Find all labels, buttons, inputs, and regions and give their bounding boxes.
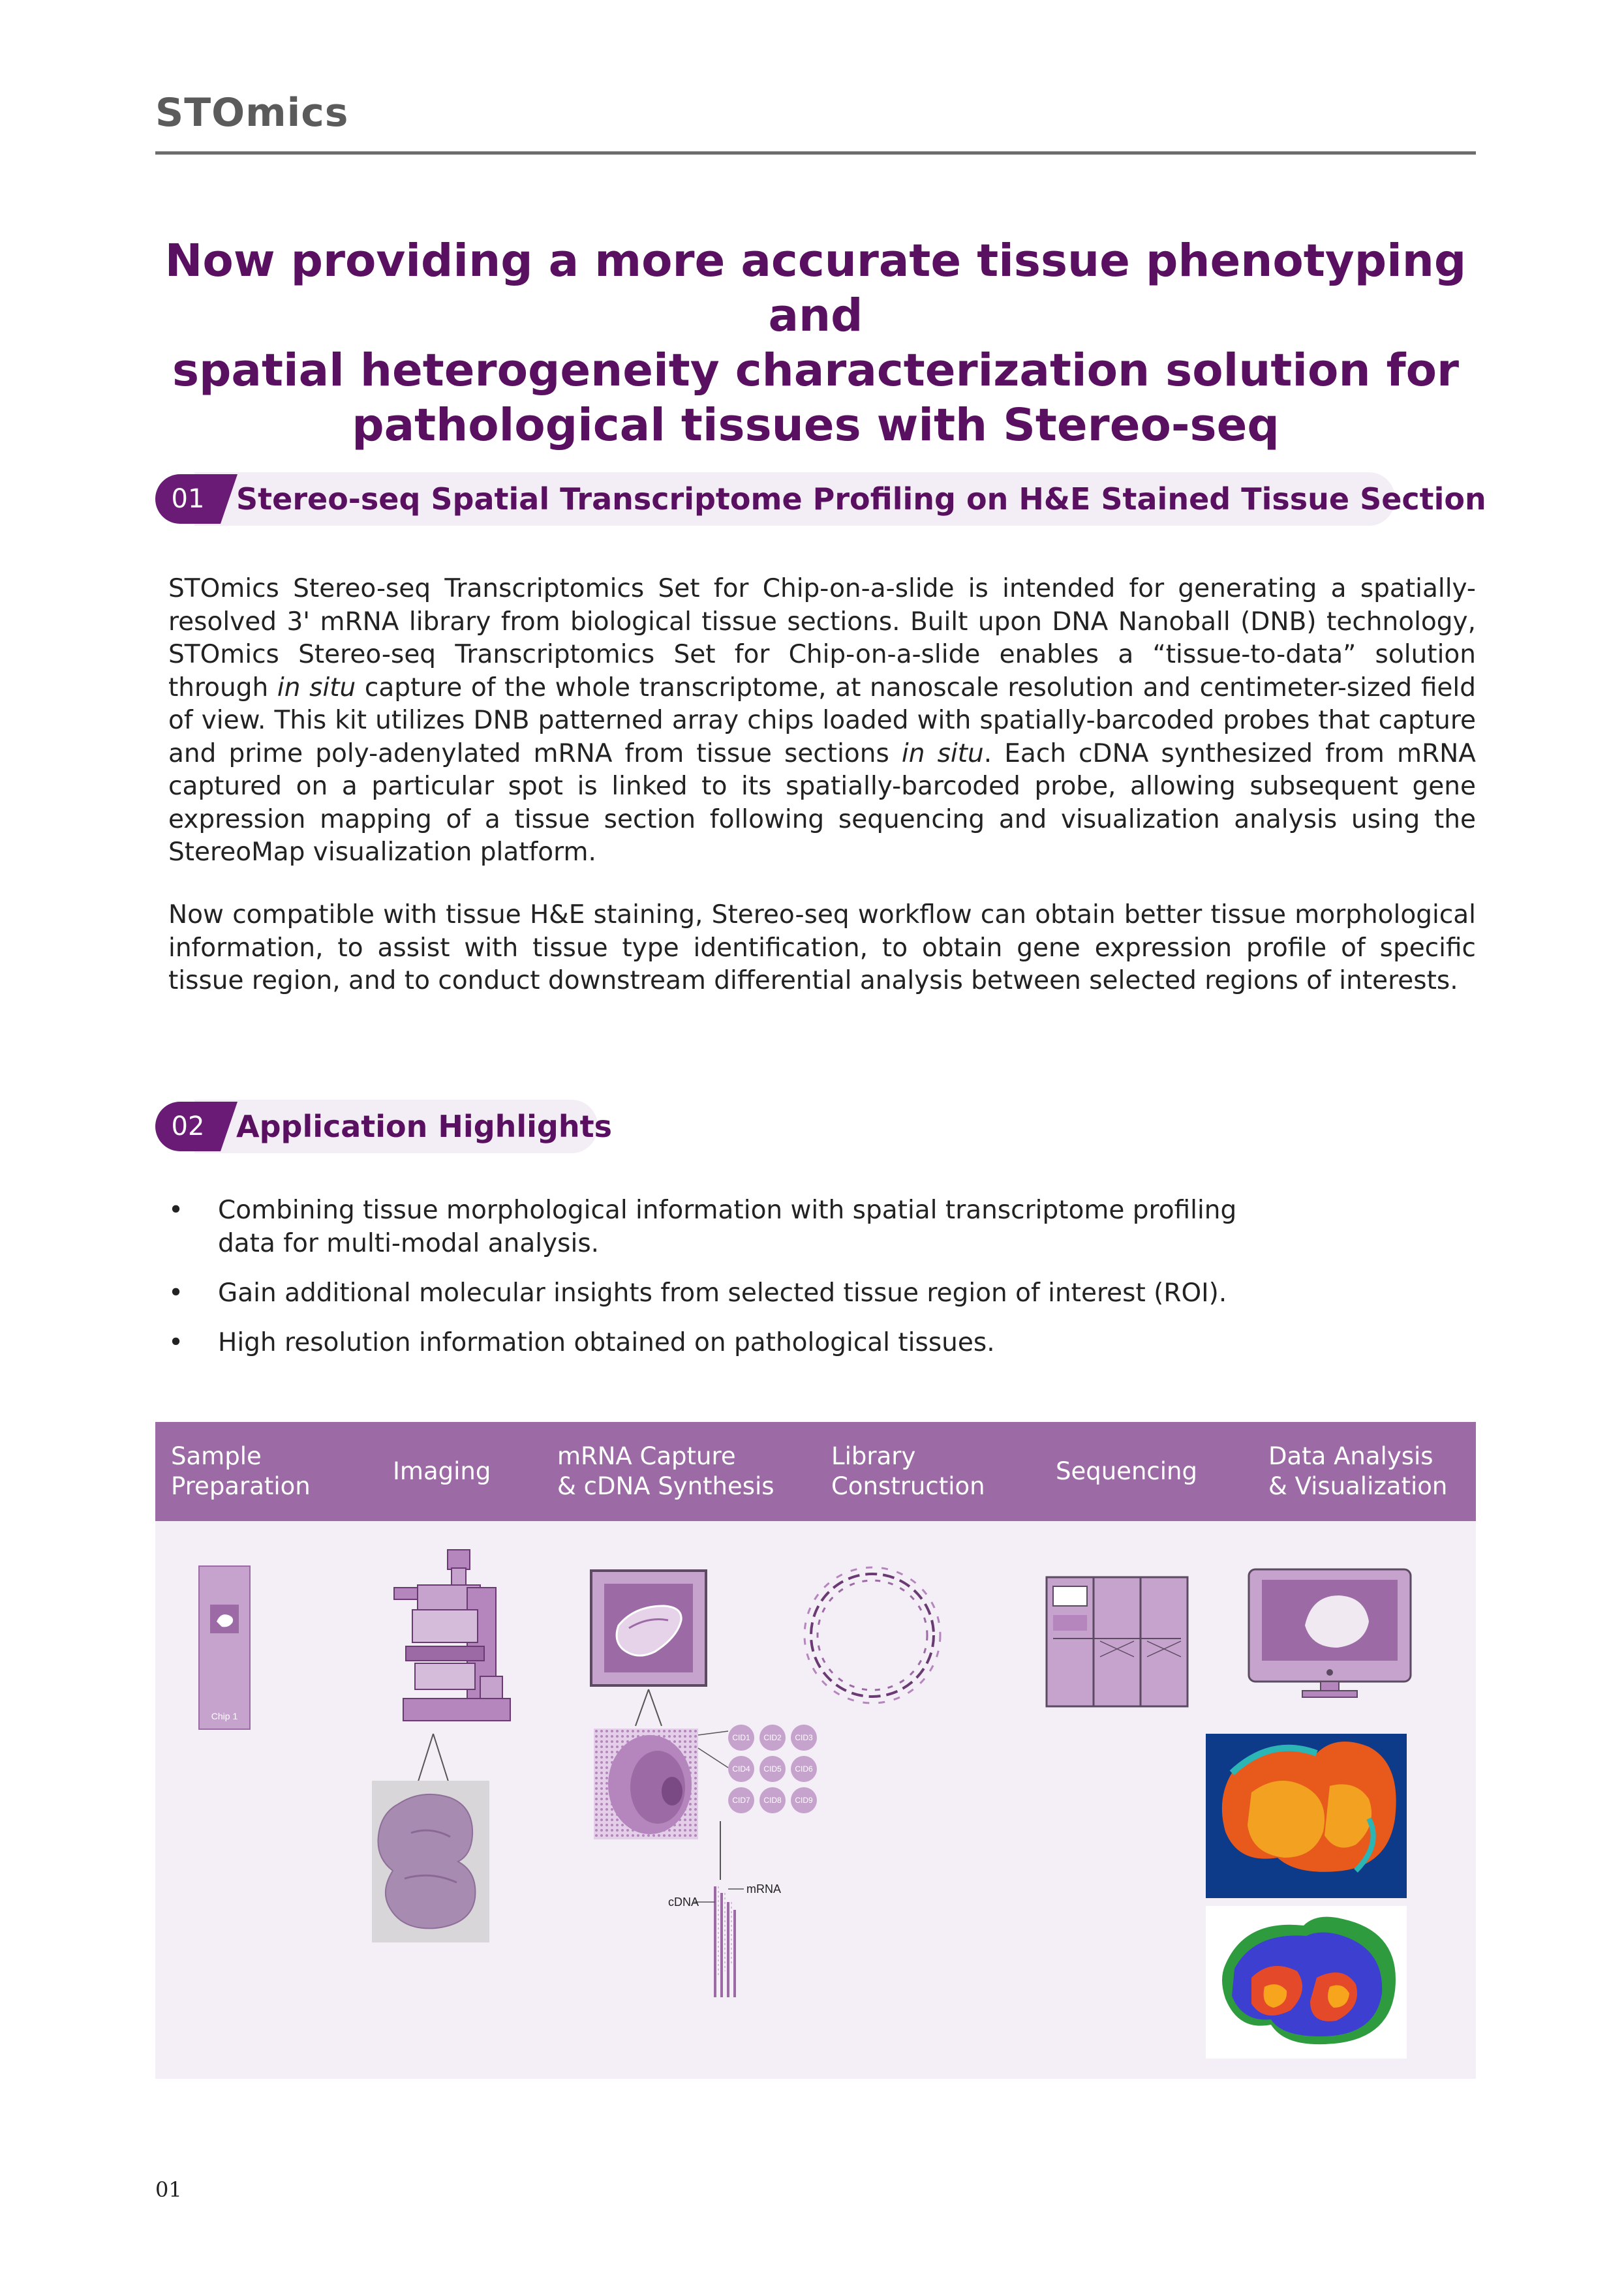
cid-label: CID6 (795, 1764, 813, 1774)
workflow-step-library-construction: Library Construction (831, 1442, 985, 1500)
workflow-illustration-area (155, 1521, 1476, 2079)
list-item (168, 1276, 1476, 1310)
microscope-icon (389, 1548, 513, 1731)
cdna-label: cDNA (668, 1896, 699, 1909)
chip-label: Chip 1 (211, 1711, 238, 1721)
connector-lines (414, 1732, 453, 1785)
section-title: Application Highlights (236, 1109, 612, 1144)
list-item-text: Combining tissue morphological information with spatial transcriptome profiling data for multi-modal analysis. (218, 1196, 1237, 1258)
cid-label: CID8 (763, 1796, 782, 1805)
cid-barcode-grid (727, 1723, 818, 1815)
section-01-paragraph-2: Now compatible with tissue H&E staining, Stereo-seq workflow can obtain better tissue morphological information, to assist with tissue type identification, to obtain gene expression profile of specific tissue region, and to conduct downstream differential analysis between selected regions of interests. (168, 900, 1476, 995)
list-item (168, 1326, 1476, 1359)
title-line-1: Now providing a more accurate tissue phenotyping and (164, 235, 1467, 342)
sequencer-icon (1045, 1576, 1189, 1708)
italic-term: in situ (901, 738, 984, 768)
page-number: 01 (155, 2177, 182, 2202)
highlights-list (168, 1194, 1476, 1376)
cid-label: CID3 (795, 1733, 813, 1742)
chip-slide-icon (198, 1565, 251, 1730)
list-item-text: Gain additional molecular insights from selected tissue region of interest (ROI). (218, 1278, 1227, 1308)
header-divider (155, 151, 1476, 155)
cid-label: CID1 (732, 1733, 750, 1742)
section-01-paragraph-1 (168, 573, 1476, 869)
title-line-2: spatial heterogeneity characterization solution for (172, 344, 1460, 397)
section-number: 01 (155, 474, 221, 524)
bullet-dot: • (168, 1328, 184, 1357)
italic-term: in situ (277, 672, 356, 702)
title-line-3: pathological tissues with Stereo-seq (352, 399, 1279, 451)
list-item (168, 1194, 1476, 1260)
workflow-step-bar (155, 1422, 1476, 1521)
workflow-step-sample-preparation: Sample Preparation (171, 1442, 311, 1500)
spatial-cluster-map (1206, 1906, 1407, 2059)
spatial-expression-heatmap (1206, 1734, 1407, 1898)
workflow-step-data-analysis: Data Analysis & Visualization (1268, 1442, 1448, 1500)
page-title (155, 234, 1476, 453)
bullet-dot: • (168, 1278, 184, 1308)
workflow-step-mrna-capture: mRNA Capture & cDNA Synthesis (557, 1442, 774, 1500)
text-run: capture of the whole transcriptome, at nanoscale resolution and centimeter-sized field of view. This kit utilizes DNB patterned array chips loaded with spatially-barcoded probes that capture and prime poly-adenylated mRNA from tissue sections (168, 672, 1476, 768)
cid-label: CID4 (732, 1764, 750, 1774)
list-item-text: High resolution information obtained on pathological tissues. (218, 1328, 995, 1357)
text-run: . Each cDNA synthesized from mRNA captured on a particular spot is linked to its spatially-barcoded probe, allowing subsequent gene expression mapping of a tissue section following sequencing and visualization analysis using the StereoMap visualization platform. (168, 738, 1476, 867)
workflow-step-imaging: Imaging (393, 1457, 491, 1485)
connector-lines (629, 1688, 668, 1727)
cid-label: CID9 (795, 1796, 813, 1805)
brand-logo-text: STOmics (155, 90, 349, 136)
dna-nanoball-icon (797, 1560, 947, 1710)
cid-label: CID2 (763, 1733, 782, 1742)
framed-tissue-icon (590, 1569, 707, 1687)
text-run: STOmics Stereo-seq Transcriptomics Set for Chip-on-a-slide is intended for generating a spatially-resolved 3' mRNA library from biological tissue sections. Built upon DNA Nanoball (DNB) technology, STOmics Stereo-seq Transcriptomics Set for Chip-on-a-slide enables a “tissue-to-data” solution through (168, 574, 1476, 702)
cdna-mrna-probe-diagram (668, 1821, 792, 2004)
section-title: Stereo-seq Spatial Transcriptome Profiling on H&E Stained Tissue Section (236, 481, 1486, 517)
cid-label: CID5 (763, 1764, 782, 1774)
mrna-label: mRNA (746, 1882, 781, 1896)
monitor-icon (1248, 1568, 1412, 1699)
cid-label: CID7 (732, 1796, 750, 1805)
he-stained-tissue-image (372, 1781, 489, 1942)
workflow-step-sequencing: Sequencing (1056, 1457, 1197, 1485)
section-number: 02 (155, 1102, 221, 1151)
bullet-dot: • (168, 1196, 184, 1225)
